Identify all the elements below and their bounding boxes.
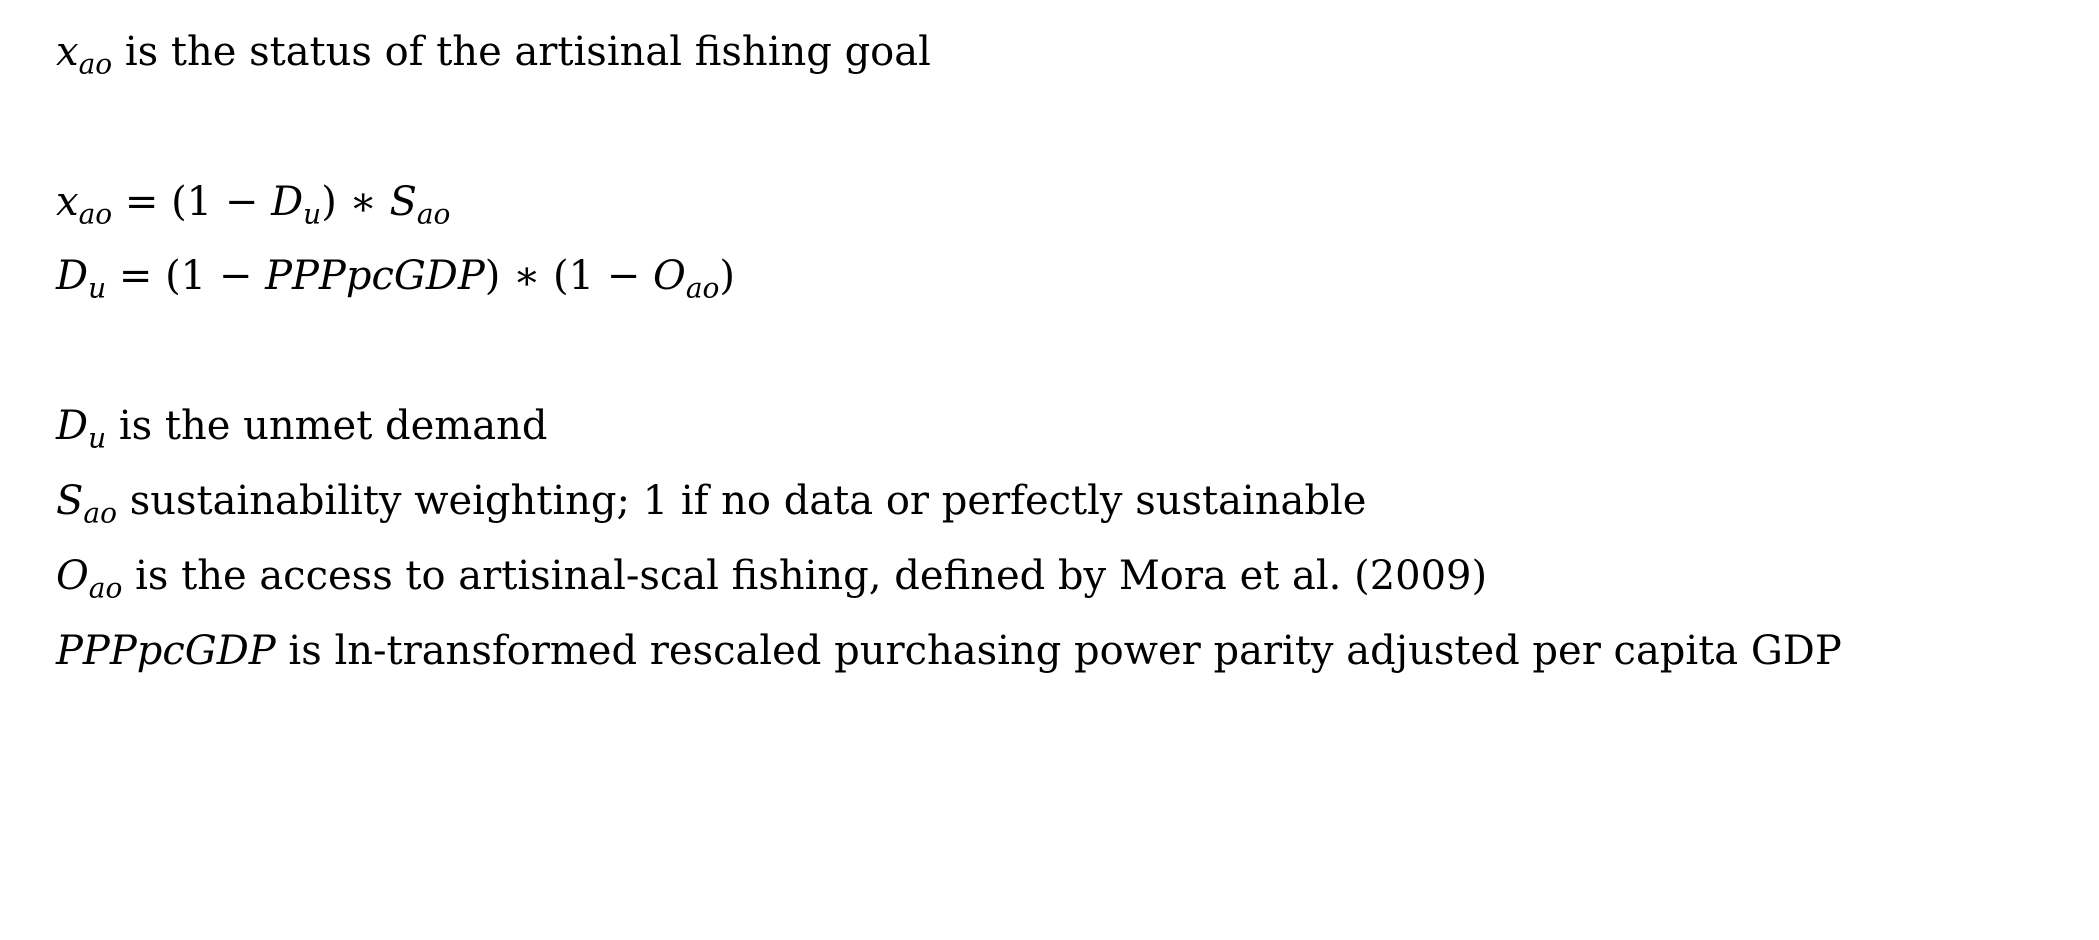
sao-text: sustainability weighting; 1 if no data or perfectly sustainable [129, 478, 1367, 524]
oao-text: is the access to artisinal-scal fishing, defined by Mora et al. (2009) [135, 553, 1488, 599]
eq2-equals: = [118, 253, 153, 299]
eq1-close-paren: ) [321, 179, 337, 225]
goal-status-line [56, 29, 931, 81]
equation-status [56, 179, 451, 231]
du-subscript: u [88, 421, 107, 455]
definition-du [56, 403, 548, 455]
gdp-text: is ln-transformed rescaled purchasing power parity adjusted per capita GDP [288, 628, 1842, 674]
eq2-o-variable: O [653, 253, 686, 299]
eq2-close-paren-2: ) [719, 253, 735, 299]
gdp-variable: PPPpcGDP [56, 628, 276, 674]
goal-status-text: is the status of the artisinal fishing goal [124, 29, 931, 75]
du-variable: D [56, 403, 89, 449]
oao-subscript: ao [88, 571, 123, 605]
eq1-s-variable: S [389, 179, 417, 225]
definition-oao [56, 553, 1488, 605]
eq2-lhs-variable: D [56, 253, 89, 299]
sao-subscript: ao [83, 496, 117, 530]
du-text: is the unmet demand [118, 403, 548, 449]
sao-variable: S [56, 478, 84, 524]
eq2-o-subscript: ao [685, 271, 720, 305]
eq1-minus: − [224, 179, 259, 225]
definition-gdp [56, 628, 1842, 674]
eq2-close-paren-1: ) [484, 253, 501, 299]
eq2-minus-1: − [218, 253, 253, 299]
eq1-s-subscript: ao [416, 197, 451, 231]
eq1-times: ∗ [349, 179, 377, 225]
equation-unmet-demand [56, 253, 735, 305]
eq1-lhs-subscript: ao [78, 197, 113, 231]
eq2-open-paren-2: (1 [553, 253, 595, 299]
eq1-d-subscript: u [303, 197, 322, 231]
definition-sao [56, 478, 1367, 530]
x-subscript: ao [78, 47, 113, 81]
eq2-lhs-subscript: u [88, 271, 107, 305]
eq2-times: ∗ [513, 253, 541, 299]
x-variable: x [56, 29, 79, 75]
eq2-gdp-variable: PPPpcGDP [265, 253, 485, 299]
oao-variable: O [56, 553, 89, 599]
eq2-minus-2: − [606, 253, 641, 299]
eq1-open-paren: (1 [171, 179, 213, 225]
eq1-lhs-variable: x [56, 179, 79, 225]
eq1-d-variable: D [271, 179, 304, 225]
eq1-equals: = [124, 179, 159, 225]
eq2-open-paren-1: (1 [165, 253, 207, 299]
